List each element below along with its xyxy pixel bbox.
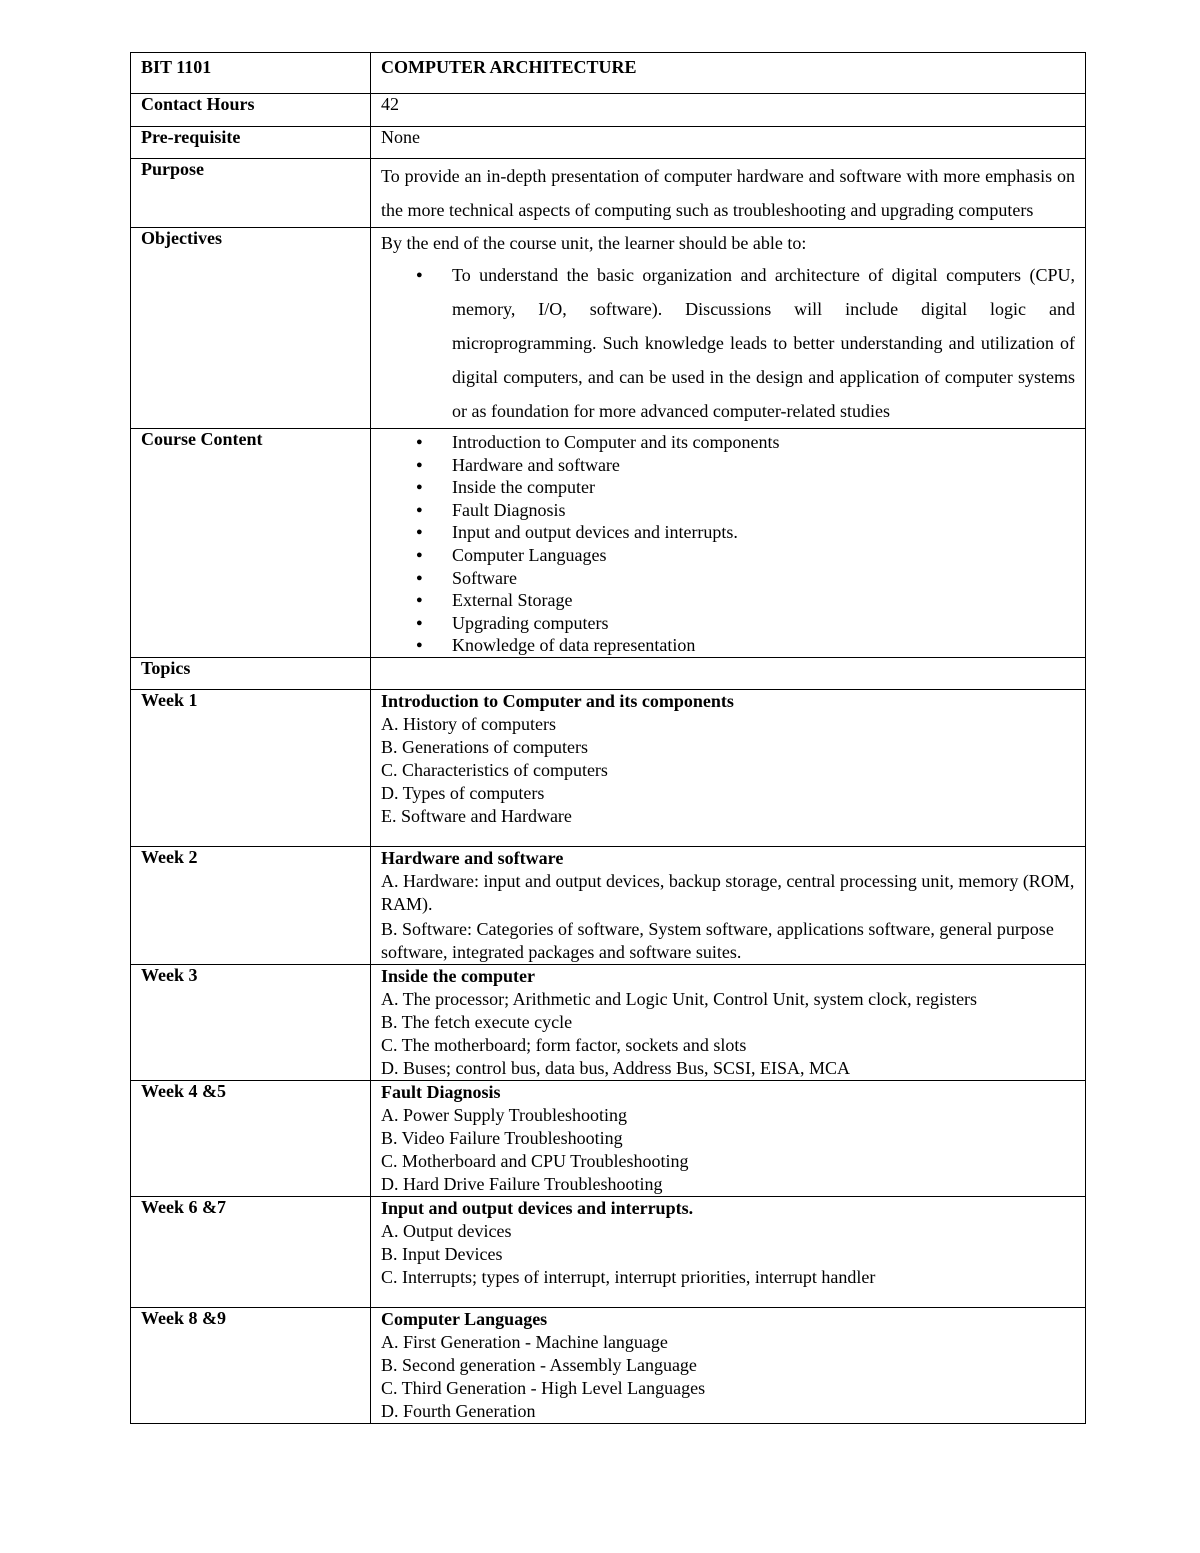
objectives-list	[381, 258, 1075, 428]
course-content-list	[381, 431, 1075, 657]
course-content-label: Course Content	[131, 429, 371, 658]
week-2-row	[131, 846, 1086, 964]
week-1-row	[131, 689, 1086, 846]
contact-hours-row	[131, 94, 1086, 127]
week-6-7-title: Input and output devices and interrupts.	[381, 1197, 694, 1218]
week-item: A. First Generation - Machine language	[381, 1331, 668, 1352]
course-code: BIT 1101	[131, 53, 371, 94]
purpose-text: To provide an in-depth presentation of computer hardware and software with more emphasis on the more technical aspects of computing such as troubleshooting and upgrading computers	[381, 166, 1075, 220]
course-title: COMPUTER ARCHITECTURE	[371, 53, 1086, 94]
topics-label: Topics	[131, 657, 371, 689]
week-4-5-label: Week 4 &5	[131, 1080, 371, 1196]
list-item: ● Hardware and software	[452, 454, 1075, 477]
week-item: A. History of computers	[381, 713, 556, 734]
objectives-intro: By the end of the course unit, the learner should be able to:	[381, 233, 807, 253]
week-item: C. Characteristics of computers	[381, 759, 608, 780]
week-8-9-title: Computer Languages	[381, 1308, 548, 1329]
week-item: D. Fourth Generation	[381, 1400, 536, 1421]
week-1-label: Week 1	[131, 689, 371, 846]
list-item: ● Upgrading computers	[452, 612, 1075, 635]
list-item: ● Computer Languages	[452, 544, 1075, 567]
list-item: ● Fault Diagnosis	[452, 499, 1075, 522]
week-item: C. The motherboard; form factor, sockets and slots	[381, 1034, 747, 1055]
week-item: E. Software and Hardware	[381, 805, 572, 826]
week-item: B. The fetch execute cycle	[381, 1011, 573, 1032]
week-6-7-label: Week 6 &7	[131, 1196, 371, 1307]
list-item: ● Introduction to Computer and its components	[452, 431, 1075, 454]
week-6-7-row	[131, 1196, 1086, 1307]
week-item: B. Generations of computers	[381, 736, 588, 757]
week-item: B. Second generation - Assembly Language	[381, 1354, 697, 1375]
week-item: B. Input Devices	[381, 1243, 503, 1264]
week-item: A. The processor; Arithmetic and Logic Unit, Control Unit, system clock, registers	[381, 988, 978, 1009]
week-4-5-title: Fault Diagnosis	[381, 1081, 501, 1102]
list-item: ● Inside the computer	[452, 476, 1075, 499]
week-3-label: Week 3	[131, 964, 371, 1080]
topics-row	[131, 657, 1086, 689]
week-item: B. Software: Categories of software, System software, applications software, general purpose software, integrated packages and software suites.	[381, 918, 1054, 962]
course-header-row	[131, 53, 1086, 94]
week-item: A. Power Supply Troubleshooting	[381, 1104, 628, 1125]
list-item: ● Knowledge of data representation	[452, 634, 1075, 657]
prerequisite-label: Pre-requisite	[131, 127, 371, 159]
week-3-title: Inside the computer	[381, 965, 535, 986]
week-3-row	[131, 964, 1086, 1080]
course-content-row	[131, 429, 1086, 658]
purpose-label: Purpose	[131, 159, 371, 228]
objectives-row	[131, 228, 1086, 429]
purpose-row	[131, 159, 1086, 228]
objective-item: ● To understand the basic organization and architecture of digital computers (CPU, memory, I/O, software). Discussions will include digital logic and microprogramming. Such knowledge leads to better understanding and utilization of digital computers, and can be used in the design and application of computer systems or as foundation for more advanced computer-related studies	[452, 258, 1075, 428]
week-4-5-row	[131, 1080, 1086, 1196]
contact-hours-value: 42	[371, 94, 1086, 127]
week-item: D. Hard Drive Failure Troubleshooting	[381, 1173, 663, 1194]
week-item: D. Buses; control bus, data bus, Address Bus, SCSI, EISA, MCA	[381, 1057, 851, 1078]
week-item: C. Third Generation - High Level Languages	[381, 1377, 706, 1398]
prerequisite-row	[131, 127, 1086, 159]
prerequisite-value: None	[371, 127, 1086, 159]
list-item: ● Input and output devices and interrupts.	[452, 521, 1075, 544]
week-2-title: Hardware and software	[381, 847, 564, 868]
week-1-title: Introduction to Computer and its components	[381, 690, 734, 711]
week-item: B. Video Failure Troubleshooting	[381, 1127, 623, 1148]
week-8-9-label: Week 8 &9	[131, 1307, 371, 1423]
week-item: D. Types of computers	[381, 782, 545, 803]
week-item: A. Hardware: input and output devices, backup storage, central processing unit, memory (ROM, RAM).	[381, 870, 1075, 914]
objectives-label: Objectives	[131, 228, 371, 429]
week-2-label: Week 2	[131, 846, 371, 964]
week-item: A. Output devices	[381, 1220, 512, 1241]
contact-hours-label: Contact Hours	[131, 94, 371, 127]
list-item: ● External Storage	[452, 589, 1075, 612]
topics-value	[371, 657, 1086, 689]
week-item: C. Motherboard and CPU Troubleshooting	[381, 1150, 689, 1171]
week-item: C. Interrupts; types of interrupt, interrupt priorities, interrupt handler	[381, 1266, 876, 1287]
week-8-9-row	[131, 1307, 1086, 1423]
syllabus-table	[130, 52, 1086, 1424]
list-item: ● Software	[452, 567, 1075, 590]
